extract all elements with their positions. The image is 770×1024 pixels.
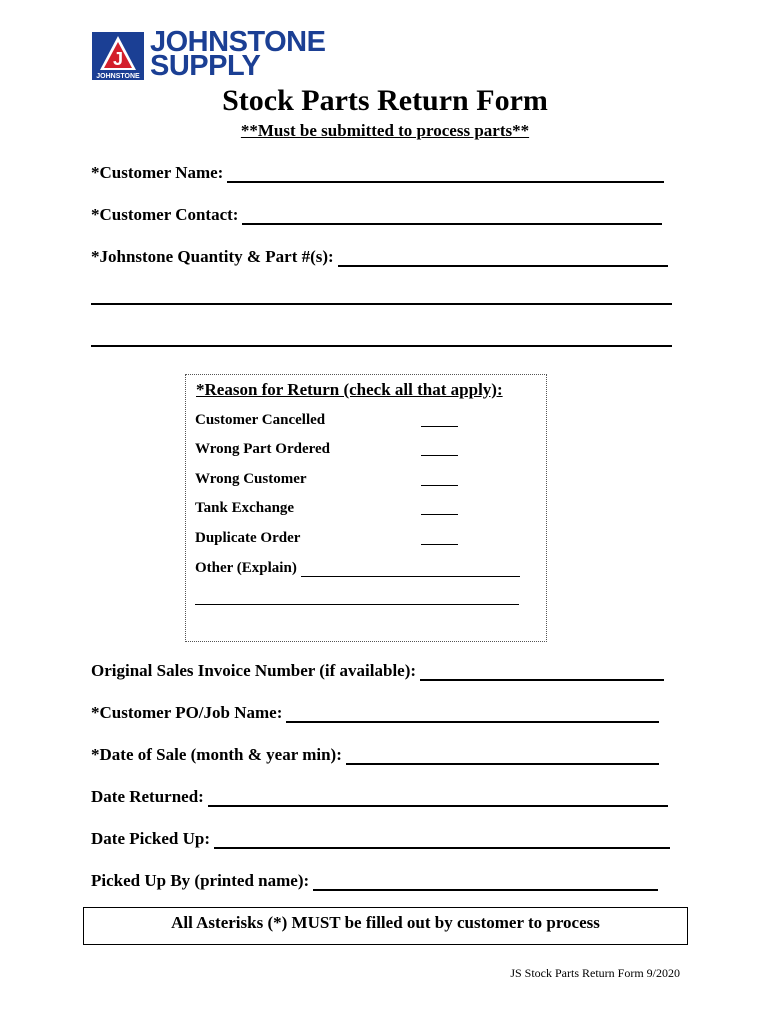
footer-text: JS Stock Parts Return Form 9/2020 — [510, 966, 680, 980]
picked-by-field[interactable] — [91, 871, 658, 891]
other-explain-line-2[interactable] — [195, 604, 519, 605]
customer-contact-line[interactable] — [242, 208, 662, 225]
date-returned-field[interactable] — [91, 787, 668, 807]
date-picked-label: Date Picked Up: — [91, 829, 210, 848]
customer-contact-field[interactable] — [91, 205, 662, 225]
reason-option-label: Customer Cancelled — [195, 412, 326, 428]
invoice-line[interactable] — [420, 664, 664, 681]
quantity-part-label: *Johnstone Quantity & Part #(s): — [91, 247, 334, 266]
subtitle-text: **Must be submitted to process parts** — [240, 121, 530, 140]
reason-option-checkline[interactable] — [421, 485, 458, 486]
notice-text: All Asterisks (*) MUST be filled out by customer to process — [171, 913, 600, 932]
invoice-field[interactable] — [91, 661, 664, 681]
other-explain-line[interactable] — [301, 564, 520, 577]
picked-by-label: Picked Up By (printed name): — [91, 871, 310, 890]
date-sale-field[interactable] — [91, 745, 659, 765]
po-job-label: *Customer PO/Job Name: — [91, 703, 283, 722]
date-sale-label: *Date of Sale (month & year min): — [91, 745, 342, 764]
reason-option-label: Duplicate Order — [195, 530, 301, 546]
customer-contact-label: *Customer Contact: — [91, 205, 239, 224]
invoice-label: Original Sales Invoice Number (if available): — [91, 661, 417, 680]
date-returned-line[interactable] — [208, 790, 668, 807]
logo-mark-letter: J — [112, 49, 124, 69]
date-picked-line[interactable] — [214, 832, 670, 849]
logo-line2: SUPPLY — [150, 50, 261, 82]
parts-extra-line-2[interactable] — [91, 345, 672, 347]
page-title: Stock Parts Return Form — [222, 84, 548, 117]
logo-wordmark — [150, 26, 326, 82]
date-returned-label: Date Returned: — [91, 787, 204, 806]
reason-title: *Reason for Return (check all that apply): — [196, 380, 503, 399]
other-explain-field[interactable] — [195, 560, 520, 577]
reason-option-label: Tank Exchange — [195, 500, 295, 516]
reason-option-checkline[interactable] — [421, 455, 458, 456]
reason-option-label: Wrong Customer — [195, 471, 307, 487]
po-job-field[interactable] — [91, 703, 659, 723]
parts-extra-line-1[interactable] — [91, 303, 672, 305]
date-sale-line[interactable] — [346, 748, 659, 765]
customer-name-label: *Customer Name: — [91, 163, 224, 182]
logo-line1: JOHNSTONE — [150, 26, 326, 58]
quantity-part-field[interactable] — [91, 247, 668, 267]
johnstone-logo-mark-icon — [92, 32, 144, 80]
customer-name-field[interactable] — [91, 163, 664, 183]
picked-by-line[interactable] — [313, 874, 658, 891]
other-explain-label: Other (Explain) — [195, 560, 297, 576]
po-job-line[interactable] — [286, 706, 659, 723]
customer-name-line[interactable] — [227, 166, 664, 183]
logo-mark-caption: JOHNSTONE — [96, 73, 140, 80]
page-subtitle — [0, 121, 770, 141]
reason-option-checkline[interactable] — [421, 544, 458, 545]
reason-option-label: Wrong Part Ordered — [195, 441, 330, 457]
quantity-part-line[interactable] — [338, 250, 668, 267]
date-picked-field[interactable] — [91, 829, 670, 849]
reason-option-checkline[interactable] — [421, 426, 458, 427]
reason-option-checkline[interactable] — [421, 514, 458, 515]
johnstone-logo — [92, 26, 354, 82]
